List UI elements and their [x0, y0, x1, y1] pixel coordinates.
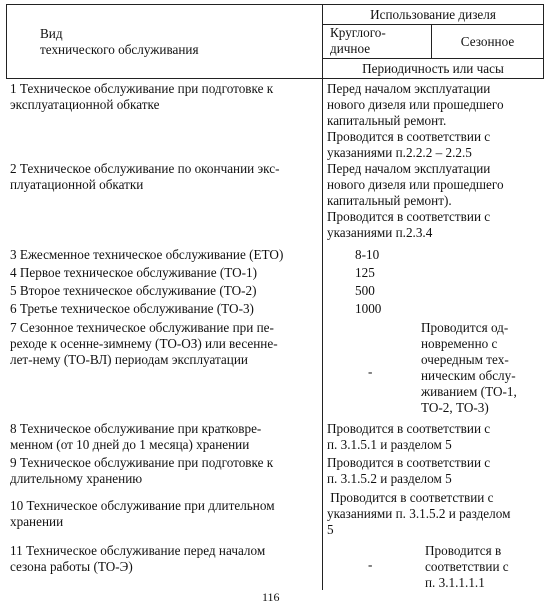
left-border: [6, 4, 7, 79]
row-value-line: Проводится в соответствии с: [327, 209, 491, 224]
row-value-line: Проводится в соответствии с: [327, 455, 491, 470]
row-value-line: нового дизеля или прошедшего: [327, 97, 504, 112]
row-name-line: 4 Первое техническое обслуживание (ТО-1): [10, 265, 258, 280]
row-seasonal-line: новременно с: [421, 336, 498, 351]
header-seasonal: Сезонное: [460, 34, 515, 49]
header-row-label-1: Вид: [40, 26, 63, 41]
row-name-line: 6 Третье техническое обслуживание (ТО-3): [10, 301, 254, 316]
row-value-line: 5: [327, 522, 334, 537]
row-seasonal-line: ТО-2, ТО-3): [421, 400, 489, 415]
row-seasonal-line: п. 3.1.1.1.1: [425, 575, 485, 590]
header-type-divider: [322, 58, 544, 59]
header-usage: Использование дизеля: [370, 7, 496, 22]
row-name-line: 1 Техническое обслуживание при подготовке к: [10, 81, 274, 96]
row-seasonal-line: ническим обслу-: [421, 368, 516, 383]
main-column-divider: [322, 4, 323, 590]
row-value-line: указаниями п.2.2.2 – 2.2.5: [327, 145, 472, 160]
row-name-line: 10 Техническое обслуживание при длительном: [10, 498, 275, 513]
row-dash: -: [368, 364, 373, 379]
row-value-line: Проводится в соответствии с: [327, 490, 494, 505]
table-top-line: [6, 4, 544, 5]
row-value-line: Перед началом эксплуатации: [327, 81, 491, 96]
row-seasonal-line: Проводится од-: [421, 320, 509, 335]
row-name-line: 3 Ежесменное техническое обслуживание (ЕТО): [10, 247, 284, 262]
row-seasonal-line: очередным тех-: [421, 352, 509, 367]
row-value-line: указаниями п.2.3.4: [327, 225, 433, 240]
row-name-line: реходе к осенне-зимнему (ТО-ОЗ) или весенне-: [10, 336, 278, 351]
row-name-line: 2 Техническое обслуживание по окончании экс-: [10, 161, 280, 176]
row-value-line: нового дизеля или прошедшего: [327, 177, 504, 192]
row-value-line: Перед началом эксплуатации: [327, 161, 491, 176]
header-row-label-2: технического обслуживания: [40, 42, 199, 57]
row-value-line: п. 3.1.5.2 и разделом 5: [327, 471, 452, 486]
row-name-line: 7 Сезонное техническое обслуживание при пе-: [10, 320, 274, 335]
row-name-line: длительному хранению: [10, 471, 143, 486]
row-name-line: 11 Техническое обслуживание перед началом: [10, 543, 266, 558]
row-name-line: плуатационной обкатки: [10, 177, 144, 192]
row-seasonal-line: живанием (ТО-1,: [421, 384, 517, 399]
row-seasonal-line: соответствии с: [425, 559, 509, 574]
row-name-line: 9 Техническое обслуживание при подготовке к: [10, 455, 274, 470]
row-name-line: менном (от 10 дней до 1 месяца) хранении: [10, 437, 250, 452]
page-number: 116: [262, 590, 280, 604]
header-year-round-1: Круглого-: [330, 25, 386, 40]
row-value: 1000: [355, 301, 382, 316]
header-period: Периодичность или часы: [362, 61, 504, 76]
row-value: 8-10: [355, 247, 380, 262]
row-name-line: 8 Техническое обслуживание при кратковре-: [10, 421, 262, 436]
row-name-line: сезона работы (ТО-Э): [10, 559, 133, 574]
row-seasonal-line: Проводится в: [425, 543, 502, 558]
row-value: 125: [355, 265, 375, 280]
row-name-line: лет-нему (ТО-ВЛ) периодам эксплуатации: [10, 352, 248, 367]
row-name-line: эксплуатационной обкатке: [10, 97, 160, 112]
row-value-line: Проводится в соответствии с: [327, 421, 491, 436]
row-dash: -: [368, 557, 373, 572]
header-bottom-line: [6, 78, 544, 79]
row-value: 500: [355, 283, 375, 298]
row-value-line: капитальный ремонт).: [327, 193, 452, 208]
row-value-line: п. 3.1.5.1 и разделом 5: [327, 437, 452, 452]
row-value-line: указаниями п. 3.1.5.2 и разделом: [327, 506, 511, 521]
row-name-line: 5 Второе техническое обслуживание (ТО-2): [10, 283, 257, 298]
row-value-line: Проводится в соответствии с: [327, 129, 491, 144]
header-year-round-2: дичное: [330, 41, 371, 56]
row-value-line: капитальный ремонт.: [327, 113, 447, 128]
row-name-line: хранении: [10, 514, 64, 529]
